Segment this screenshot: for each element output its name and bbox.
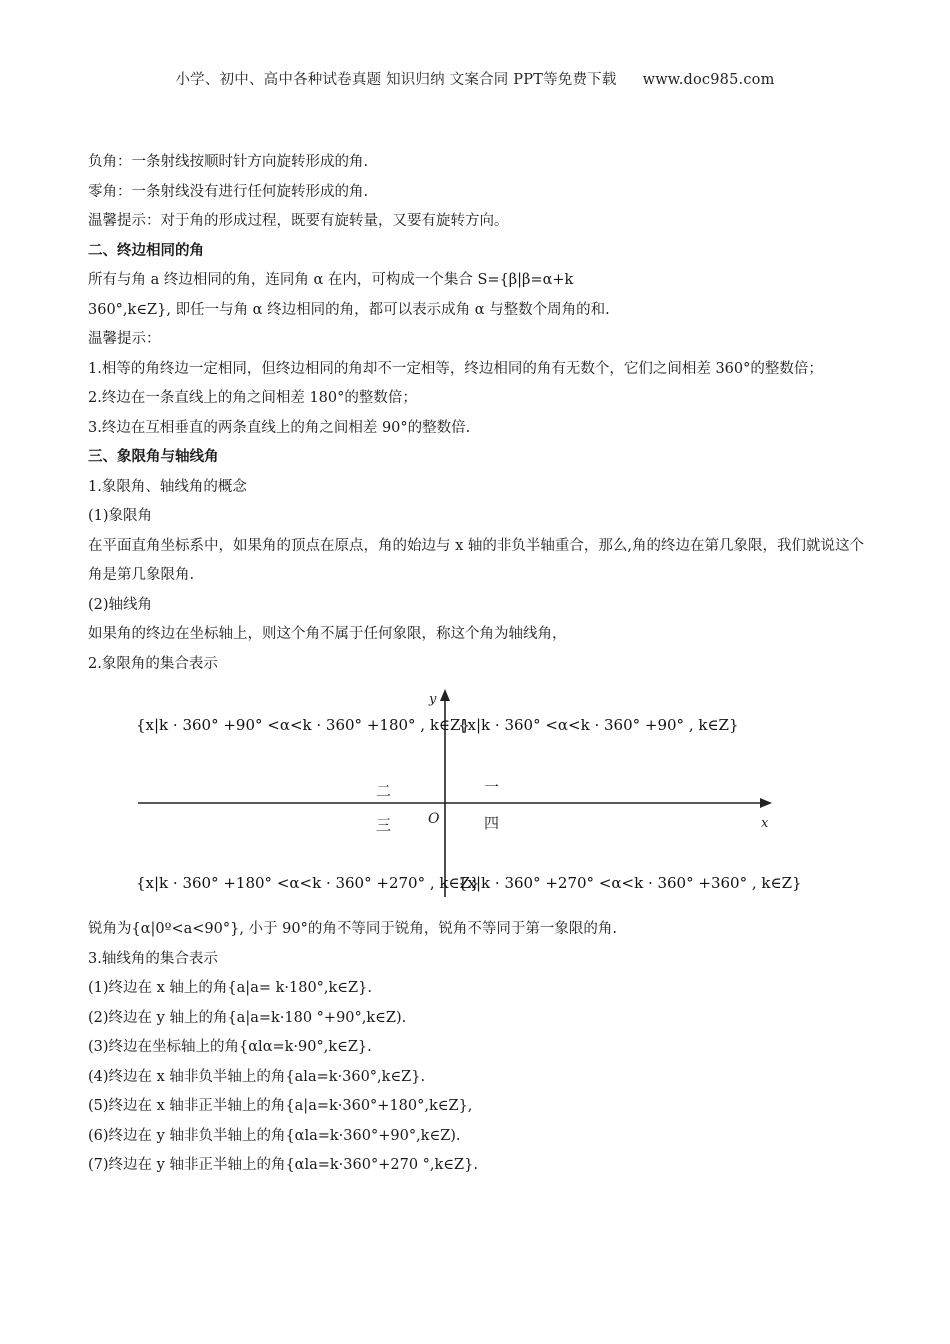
text-tip-2: 2.终边在一条直线上的角之间相差 180°的整数倍； (88, 390, 417, 406)
text-coterminal-2: 360°,k∈Z}, 即任一与角 α 终边相同的角，都可以表示成角 α 与整数个周角的和. (88, 301, 610, 318)
origin-label: O (428, 811, 440, 827)
text-axis-set-1: (1)终边在 x 轴上的角{a|a= k·180°,k∈Z}. (88, 980, 372, 996)
section-title-coterminal: 二、终边相同的角 (88, 242, 204, 259)
text-axis-set-2: (2)终边在 y 轴上的角{a|a=k·180 °+90°,k∈Z). (88, 1009, 407, 1026)
section-title-quadrant: 三、象限角与轴线角 (88, 449, 219, 465)
quadrant-4-set: {x|k · 360° +270° <α<k · 360° +360° , k∈Z} (458, 874, 802, 892)
quadrant-diagram (88, 685, 868, 911)
header-text: 小学、初中、高中各种试卷真题 知识归纳 文案合同 PPT等免费下载 (175, 72, 617, 88)
page-header (0, 68, 950, 89)
y-axis-label: y (429, 692, 437, 707)
text-zero-angle: 零角：一条射线没有进行任何旋转形成的角. (88, 183, 369, 200)
text-axis-angle-def: 如果角的终边在坐标轴上，则这个角不属于任何象限，称这个角为轴线角， (88, 626, 567, 642)
quadrant-2-set: {x|k · 360° +90° <α<k · 360° +180° , k∈Z} (136, 716, 470, 734)
text-acute-angle: 锐角为{α|0º<a<90°}, 小于 90°的角不等同于锐角，锐角不等同于第一象限的角. (88, 921, 617, 937)
quadrant-1-label: 一 (484, 778, 500, 796)
header-site: www.doc985.com (642, 72, 775, 88)
text-axis-set-heading: 3.轴线角的集合表示 (88, 950, 218, 967)
quadrant-1-set: {x|k · 360° <α<k · 360° +90° , k∈Z} (458, 716, 739, 734)
quadrant-2-label: 二 (376, 782, 392, 800)
document-body (88, 148, 868, 1181)
quadrant-3-label: 三 (376, 816, 392, 834)
text-axis-set-5: (5)终边在 x 轴非正半轴上的角{a|a=k·360°+180°,k∈Z}, (88, 1098, 473, 1114)
x-axis-arrow-icon (760, 798, 772, 808)
text-axis-angle-heading: (2)轴线角 (88, 596, 153, 613)
quadrant-3-set: {x|k · 360° +180° <α<k · 360° +270° , k∈Z} (136, 874, 480, 892)
quadrant-4-label: 四 (484, 814, 500, 832)
text-coterminal-1: 所有与角 a 终边相同的角，连同角 α 在内，可构成一个集合 S={β|β=α+k (88, 272, 574, 288)
y-axis-arrow-icon (440, 689, 450, 701)
text-axis-set-4: (4)终边在 x 轴非负半轴上的角{ala=k·360°,k∈Z}. (88, 1068, 426, 1085)
text-tip-rotation: 温馨提示：对于角的形成过程，既要有旋转量，又要有旋转方向。 (88, 213, 509, 229)
text-tip-3: 3.终边在互相垂直的两条直线上的角之间相差 90°的整数倍. (88, 419, 471, 436)
text-quadrant-angle-def: 在平面直角坐标系中，如果角的顶点在原点，角的始边与 x 轴的非负半轴重合，那么,角的终边在第几象限，我们就说这个角是第几象限角. (88, 537, 865, 583)
text-set-heading: 2.象限角的集合表示 (88, 655, 218, 672)
text-negative-angle: 负角：一条射线按顺时针方向旋转形成的角. (88, 154, 369, 170)
text-quadrant-angle-heading: (1)象限角 (88, 508, 153, 524)
text-tip-1: 1.相等的角终边一定相同，但终边相同的角却不一定相等，终边相同的角有无数个，它们之间相差 360°的整数倍； (88, 360, 823, 377)
text-tip-label: 温馨提示： (88, 331, 161, 347)
text-axis-set-7: (7)终边在 y 轴非正半轴上的角{αla=k·360°+270 °,k∈Z}. (88, 1157, 478, 1173)
text-axis-set-6: (6)终边在 y 轴非负半轴上的角{αla=k·360°+90°,k∈Z). (88, 1127, 461, 1144)
text-axis-set-3: (3)终边在坐标轴上的角{αlα=k·90°,k∈Z}. (88, 1039, 372, 1055)
x-axis-label: x (761, 816, 769, 831)
text-concept-heading: 1.象限角、轴线角的概念 (88, 478, 247, 495)
